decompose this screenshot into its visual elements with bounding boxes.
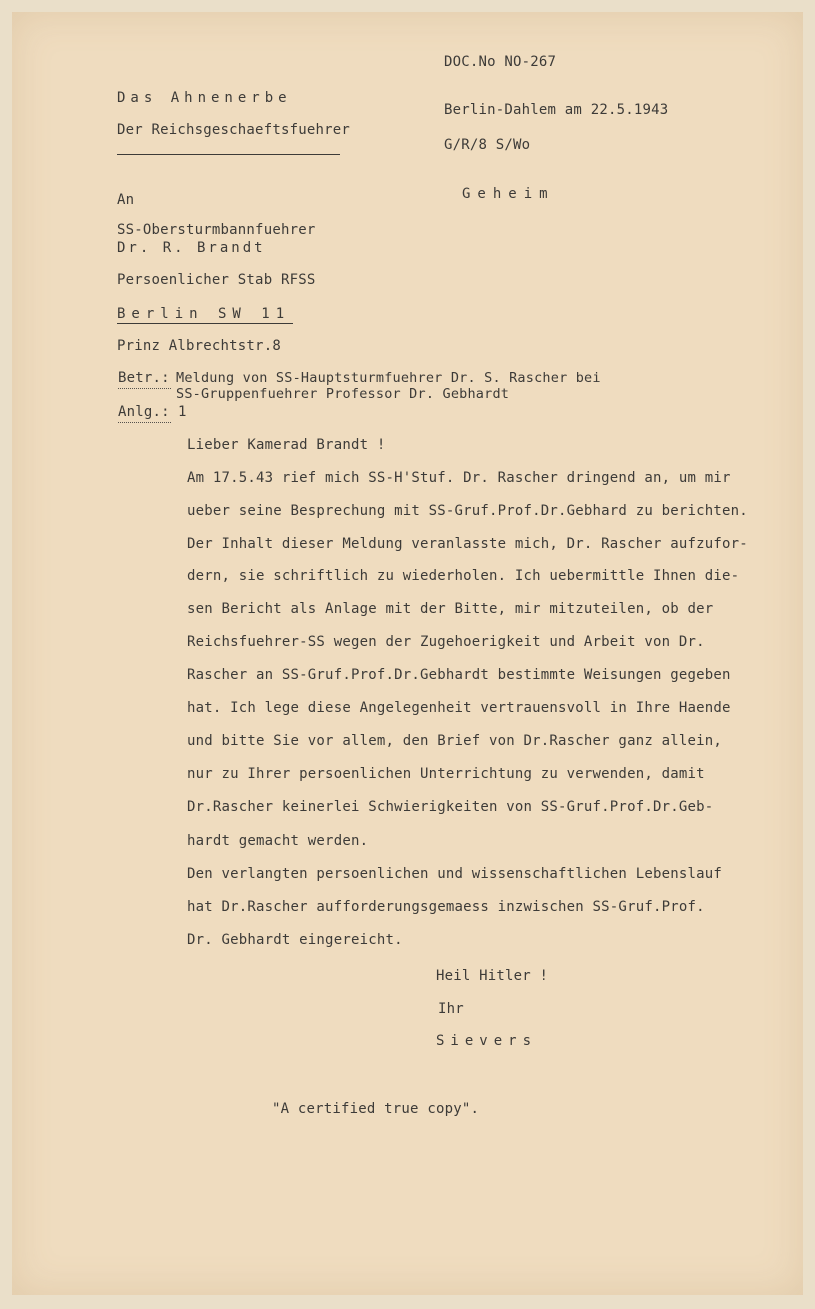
body-line: Dr.Rascher keinerlei Schwierigkeiten von SS-Gruf.Prof.Dr.Geb-	[187, 799, 714, 815]
place-and-date: Berlin-Dahlem am 22.5.1943	[444, 102, 669, 118]
subject-label-underline	[118, 388, 171, 389]
address-to: An	[117, 192, 135, 208]
body-line: Der Inhalt dieser Meldung veranlasste mich, Dr. Rascher aufzufor-	[187, 536, 748, 552]
body-line: hardt gemacht werden.	[187, 833, 369, 849]
enclosure-label-underline	[118, 422, 171, 423]
recipient-unit: Persoenlicher Stab RFSS	[117, 272, 316, 288]
recipient-name: Dr. R. Brandt	[117, 240, 266, 256]
city-underline	[117, 323, 293, 324]
enclosure-value: 1	[178, 404, 187, 420]
enclosure-label: Anlg.:	[118, 404, 170, 420]
body-line: Den verlangten persoenlichen und wissenschaftlichen Lebenslauf	[187, 866, 722, 882]
subject-line-2: SS-Gruppenfuehrer Professor Dr. Gebhardt	[176, 386, 510, 402]
closing-yours: Ihr	[438, 1001, 464, 1017]
subject-line-1: Meldung von SS-Hauptsturmfuehrer Dr. S. Rascher bei	[176, 370, 601, 386]
recipient-city: Berlin SW 11	[117, 306, 291, 322]
recipient-street: Prinz Albrechtstr.8	[117, 338, 281, 354]
header-underline	[117, 154, 340, 155]
body-line: dern, sie schriftlich zu wiederholen. Ich uebermittle Ihnen die-	[187, 568, 740, 584]
closing-greeting: Heil Hitler !	[436, 968, 549, 984]
recipient-rank: SS-Obersturmbannfuehrer	[117, 222, 316, 238]
body-line: Dr. Gebhardt eingereicht.	[187, 932, 403, 948]
organization-name: Das Ahnenerbe	[117, 90, 292, 106]
body-line: hat Dr.Rascher aufforderungsgemaess inzwischen SS-Gruf.Prof.	[187, 899, 705, 915]
signature-name: Sievers	[436, 1033, 538, 1049]
classification-mark: Geheim	[462, 186, 555, 202]
office-title: Der Reichsgeschaeftsfuehrer	[117, 122, 350, 138]
body-line: ueber seine Besprechung mit SS-Gruf.Prof.Dr.Gebhard zu berichten.	[187, 503, 748, 519]
salutation: Lieber Kamerad Brandt !	[187, 437, 386, 453]
body-line: nur zu Ihrer persoenlichen Unterrichtung zu verwenden, damit	[187, 766, 705, 782]
body-line: und bitte Sie vor allem, den Brief von Dr.Rascher ganz allein,	[187, 733, 722, 749]
subject-label: Betr.:	[118, 370, 170, 386]
body-line: sen Bericht als Anlage mit der Bitte, mir mitzuteilen, ob der	[187, 601, 714, 617]
body-line: hat. Ich lege diese Angelegenheit vertrauensvoll in Ihre Haende	[187, 700, 731, 716]
certification-note: "A certified true copy".	[272, 1101, 480, 1117]
body-line: Am 17.5.43 rief mich SS-H'Stuf. Dr. Rascher dringend an, um mir	[187, 470, 731, 486]
body-line: Rascher an SS-Gruf.Prof.Dr.Gebhardt bestimmte Weisungen gegeben	[187, 667, 731, 683]
body-line: Reichsfuehrer-SS wegen der Zugehoerigkeit und Arbeit von Dr.	[187, 634, 705, 650]
document-number: DOC.No NO-267	[444, 54, 557, 70]
reference-code: G/R/8 S/Wo	[444, 137, 531, 153]
